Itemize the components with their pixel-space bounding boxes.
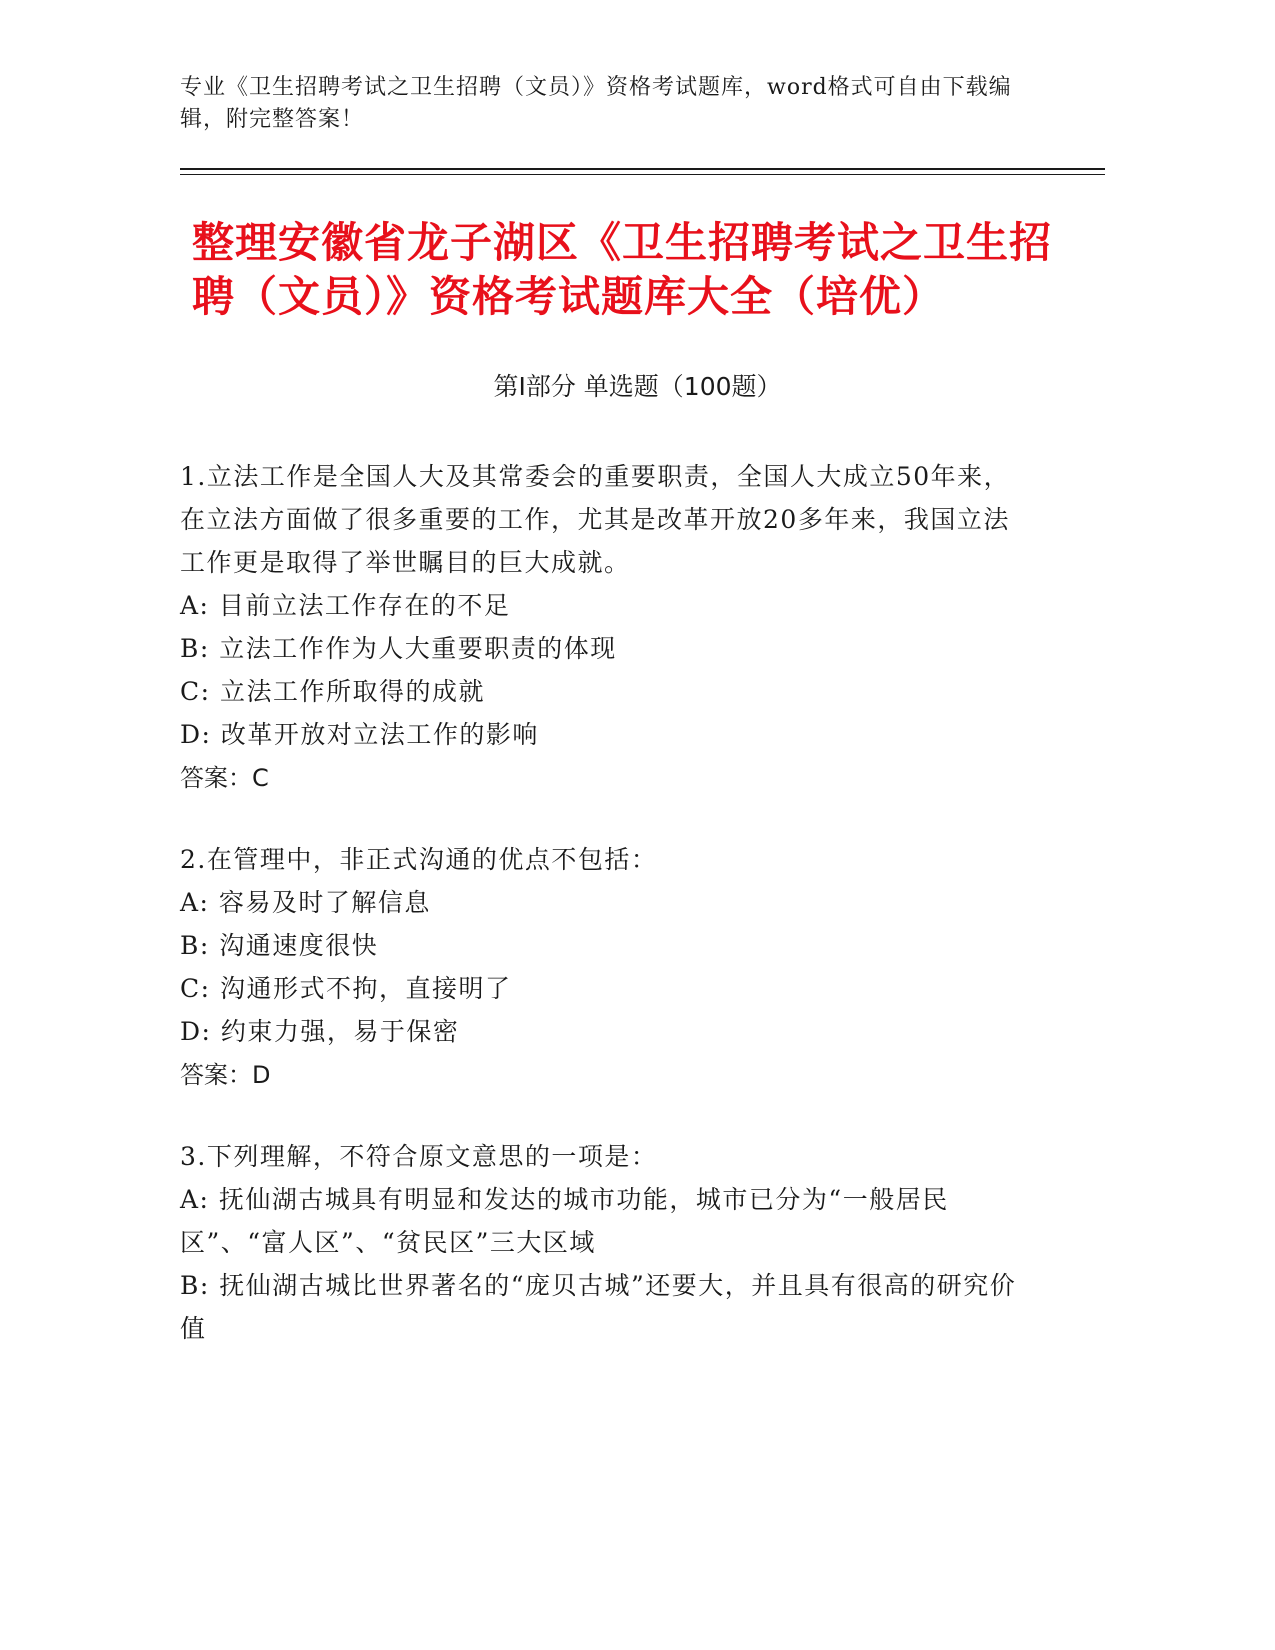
question-stem: 2.在管理中，非正式沟通的优点不包括： — [180, 845, 658, 874]
document-title: 整理安徽省龙子湖区《卫生招聘考试之卫生招聘（文员）》资格考试题库大全（培优） — [192, 218, 1053, 321]
section-heading: 第Ⅰ部分 单选题（100题） — [493, 372, 782, 401]
header-divider-thick — [180, 168, 1105, 170]
question-3 — [180, 1135, 1025, 1350]
option-a: A: 目前立法工作存在的不足 — [180, 591, 511, 620]
question-list — [180, 455, 1025, 1388]
question-stem: 1.立法工作是全国人大及其常委会的重要职责，全国人大成立50年来，在立法方面做了很多重要的工作，尤其是改革开放20多年来，我国立法工作更是取得了举世瞩目的巨大成就。 — [180, 462, 1011, 577]
question-1 — [180, 455, 1025, 800]
option-c: C: 沟通形式不拘，直接明了 — [180, 974, 512, 1003]
option-b: B: 立法工作作为人大重要职责的体现 — [180, 634, 617, 663]
option-a: A: 抚仙湖古城具有明显和发达的城市功能，城市已分为“一般居民区”、“富人区”、“贫民区”三大区域 — [180, 1185, 949, 1257]
question-stem: 3.下列理解，不符合原文意思的一项是： — [180, 1142, 658, 1171]
option-d: D: 约束力强，易于保密 — [180, 1017, 460, 1046]
answer: 答案：C — [180, 764, 269, 792]
option-a: A: 容易及时了解信息 — [180, 888, 431, 917]
question-2 — [180, 838, 1025, 1097]
option-b: B: 沟通速度很快 — [180, 931, 379, 960]
option-d: D: 改革开放对立法工作的影响 — [180, 720, 539, 749]
answer: 答案：D — [180, 1061, 271, 1089]
header-note: 专业《卫生招聘考试之卫生招聘（文员）》资格考试题库，word格式可自由下载编辑，附完整答案！ — [180, 75, 1012, 132]
option-c: C: 立法工作所取得的成就 — [180, 677, 485, 706]
option-b: B: 抚仙湖古城比世界著名的“庞贝古城”还要大，并且具有很高的研究价值 — [180, 1271, 1017, 1343]
header-divider-thin — [180, 174, 1105, 175]
